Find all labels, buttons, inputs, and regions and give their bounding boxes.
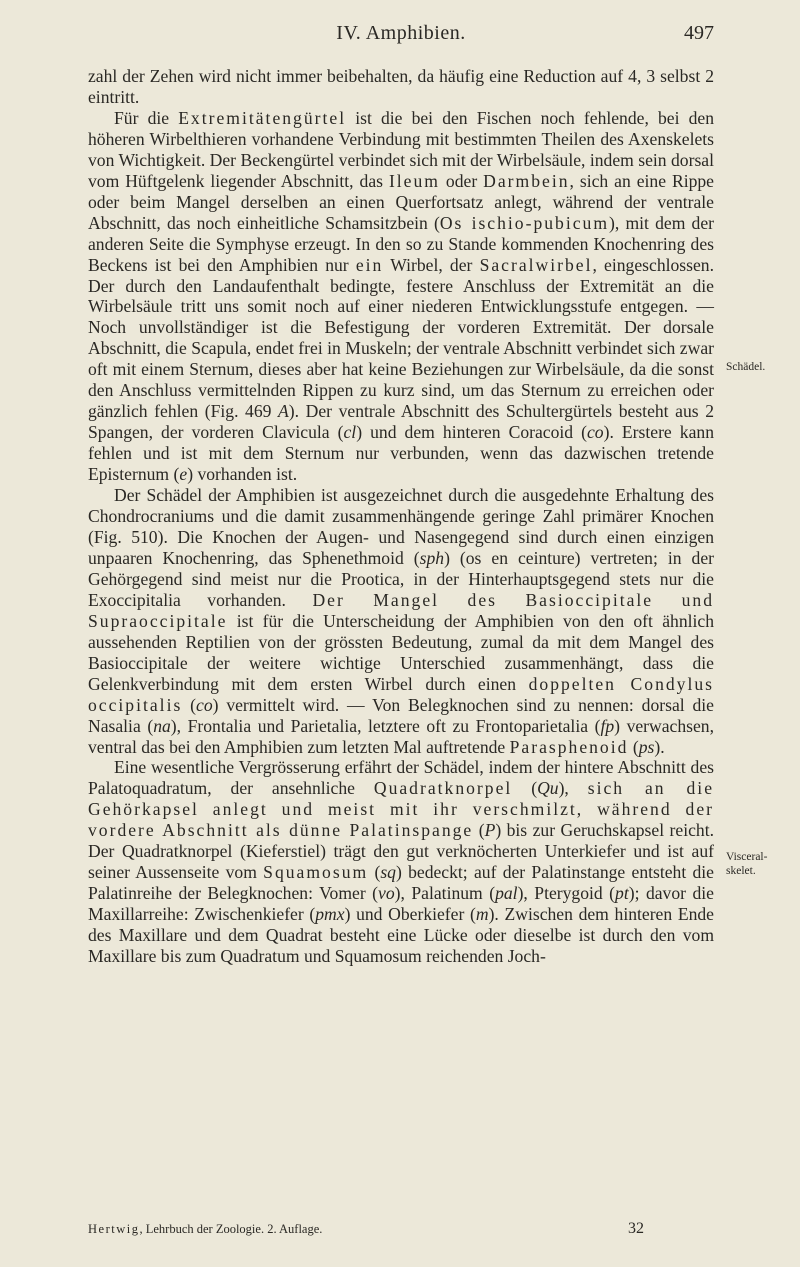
spaced-term: Os ischio-pubicum bbox=[439, 212, 610, 233]
page-number: 497 bbox=[684, 22, 714, 44]
spaced-term: Der Mangel des Basioccipitale und Supraoccipitale bbox=[88, 589, 714, 631]
margin-note-schaedel: Schädel. bbox=[726, 361, 766, 373]
paragraph-2 bbox=[88, 108, 714, 485]
text-run: ) bis zur Geruchskapsel reicht. Der Quadratknorpel (Kieferstiel) trägt den gut verknöcherten Unterkiefer und ist auf seiner Aussenseite vom bbox=[88, 820, 714, 883]
spaced-term: sich an die Gehörkapsel anlegt und meist mit ihr verschmilzt, während der vordere Abschnitt als dünne Palatinspange bbox=[88, 778, 715, 841]
italic-label: pmx bbox=[315, 904, 345, 925]
body-text bbox=[88, 66, 714, 967]
signature-number: 32 bbox=[628, 1220, 644, 1237]
paragraph-3 bbox=[88, 485, 714, 757]
spaced-term: Sacralwirbel bbox=[479, 254, 593, 275]
text-run: ) (os en ceinture) vertreten; in der Gehörgegend sind meist nur die Prootica, in der Hinterhauptsgegend stets nur die Exoccipitalia vorhanden. bbox=[88, 547, 714, 610]
text-run: ist die bei den Fischen noch fehlende, bei den höheren Wirbelthieren vorhandene Verbindung mit bestimmten Theilen des Axenskelets von Wichtigkeit. Der Beckengürtel verbindet sich mit der Wirbelsäule, indem sein dorsal vom Hüftgelenk liegender Abschnitt, das bbox=[88, 107, 715, 191]
italic-label: sq bbox=[380, 862, 396, 883]
spaced-term: Ileum bbox=[388, 170, 440, 191]
paragraph-1 bbox=[88, 66, 714, 108]
margin-note-line: skelet. bbox=[726, 865, 756, 877]
italic-label: co bbox=[587, 422, 604, 443]
italic-label: sph bbox=[419, 547, 445, 568]
spaced-term: Parasphenoid bbox=[509, 736, 629, 757]
spaced-term: ein bbox=[355, 254, 384, 275]
text-run: ). bbox=[654, 736, 665, 757]
text-run: ), Frontalia und Parietalia, letztere oft zu Frontoparietalia ( bbox=[170, 715, 601, 736]
spaced-term: Extremitätengürtel bbox=[178, 107, 347, 128]
margin-note-line: Visceral- bbox=[726, 851, 768, 863]
text-run: ( bbox=[182, 694, 197, 715]
margin-note-visceral bbox=[726, 850, 767, 878]
chapter-title: IV. Amphibien. bbox=[336, 22, 466, 44]
text-run: ) bedeckt; auf der Palatinstange entsteht die Palatinreihe der Belegknochen: Vomer ( bbox=[88, 862, 714, 904]
italic-label: na bbox=[153, 715, 171, 736]
italic-label: fp bbox=[600, 715, 615, 736]
text-run: ist für die Unterscheidung der Amphibien von den oft ähnlich aussehenden Reptilien von der grössten Bedeutung, zumal da mit dem Mangel des Basioccipitale der weitere wichtige Unterschied zusammenhängt, dass die Gelenkverbindung mit dem ersten Wirbel durch einen bbox=[88, 610, 714, 694]
text-run: ) und dem hinteren Coracoid ( bbox=[356, 422, 587, 443]
text-run: ). Der ventrale Abschnitt des Schultergürtels besteht aus 2 Spangen, der vorderen Clavicula ( bbox=[88, 401, 715, 443]
text-run: ( bbox=[628, 736, 639, 757]
text-run: ), Palatinum ( bbox=[394, 883, 496, 904]
text-run: ) vorhanden ist. bbox=[187, 464, 298, 485]
paragraph-4 bbox=[88, 757, 714, 967]
text-run: ( bbox=[473, 820, 485, 841]
text-run: , sich an eine Rippe oder beim Mangel derselben an einen Querfortsatz anlegt, während der ventrale Abschnitt, das noch einheitliche Schamsitzbein ( bbox=[88, 170, 714, 233]
text-run: ), bbox=[558, 778, 588, 799]
spaced-term: Quadratknorpel bbox=[373, 778, 513, 799]
text-run: ) verwachsen, ventral das bei den Amphibien zum letzten Mal auftretende bbox=[88, 715, 715, 757]
italic-label: Qu bbox=[537, 778, 559, 799]
text-run: ); davor die Maxillarreihe: Zwischenkiefer ( bbox=[88, 883, 714, 925]
italic-label: A bbox=[278, 401, 289, 422]
text-run: , eingeschlossen. Der durch den Landaufenthalt bedingte, festere Anschluss der Extremität an die Wirbelsäule tritt uns somit noch auf einer niederen Entwicklungsstufe entgegen. — Noch unvollständiger ist die Befestigung der vorderen Extremität. Der dorsale Abschnitt, die Scapula, endet frei in Muskeln; der ventrale Abschnitt verbindet sich zwar oft mit einem Sternum, dieses aber hat keine Beziehungen zur Wirbelsäule, da die sonst den Anschluss vermittelnden Rippen zu kurz sind, um das Sternum zu erreichen oder gänzlich fehlen (Fig. 469 bbox=[88, 254, 714, 422]
italic-label: e bbox=[179, 464, 188, 485]
page-footer bbox=[88, 1222, 714, 1242]
italic-label: cl bbox=[343, 422, 357, 443]
footer-book: , Lehrbuch der Zoologie. 2. Auflage. bbox=[139, 1222, 323, 1236]
italic-label: pal bbox=[495, 883, 518, 904]
text-run: ), Pterygoid ( bbox=[517, 883, 616, 904]
italic-label: ps bbox=[638, 736, 655, 757]
italic-label: co bbox=[196, 694, 213, 715]
spaced-term: Squamosum bbox=[263, 862, 369, 883]
text-run: Eine wesentliche Vergrösserung erfährt der Schädel, indem der hintere Abschnitt des Palatoquadratum, der ansehnliche bbox=[88, 757, 714, 799]
text-run: ( bbox=[512, 778, 538, 799]
footer-author: Hertwig bbox=[88, 1222, 140, 1236]
italic-label: vo bbox=[378, 883, 395, 904]
text-run: Der Schädel der Amphibien ist ausgezeichnet durch die ausgedehnte Erhaltung des Chondrocraniums und die damit zusammenhängende geringe Zahl primärer Knochen (Fig. 510). Die Knochen der Augen- und Nasengegend sind durch einen einzigen unpaaren Knochenring, das Sphenethmoid ( bbox=[88, 485, 714, 568]
text-run: ) vermittelt wird. — Von Belegknochen sind zu nennen: dorsal die Nasalia ( bbox=[88, 694, 714, 736]
text-run: ) und Oberkiefer ( bbox=[344, 904, 476, 925]
italic-label: pt bbox=[615, 883, 629, 904]
spaced-term: Darmbein bbox=[483, 170, 570, 191]
text-run: Für die bbox=[114, 107, 179, 128]
text-run: ). Zwischen dem hinteren Ende des Maxillare und dem Quadrat besteht eine Lücke oder dieselbe ist durch den vom Maxillare bis zum Quadratum und Squamosum reichenden Joch- bbox=[88, 904, 714, 967]
text-run: ), mit dem der anderen Seite die Symphyse erzeugt. In den so zu Stande kommenden Knochenring des Beckens ist bei den Amphibien nur bbox=[88, 212, 715, 275]
text-run: Wirbel, der bbox=[383, 254, 480, 275]
text-run: ( bbox=[368, 862, 381, 883]
spaced-term: doppelten Condylus occipitalis bbox=[88, 673, 714, 715]
text-run: oder bbox=[439, 170, 484, 191]
running-head bbox=[88, 22, 714, 50]
text-run: ). Erstere kann fehlen und ist mit dem Sternum nur verbunden, wenn das dazwischen tretende Episternum ( bbox=[88, 422, 714, 485]
italic-label: m bbox=[475, 904, 489, 925]
italic-label: P bbox=[484, 820, 496, 841]
text-run: zahl der Zehen wird nicht immer beibehalten, da häufig eine Reduction auf 4, 3 selbst 2 eintritt. bbox=[88, 66, 714, 107]
